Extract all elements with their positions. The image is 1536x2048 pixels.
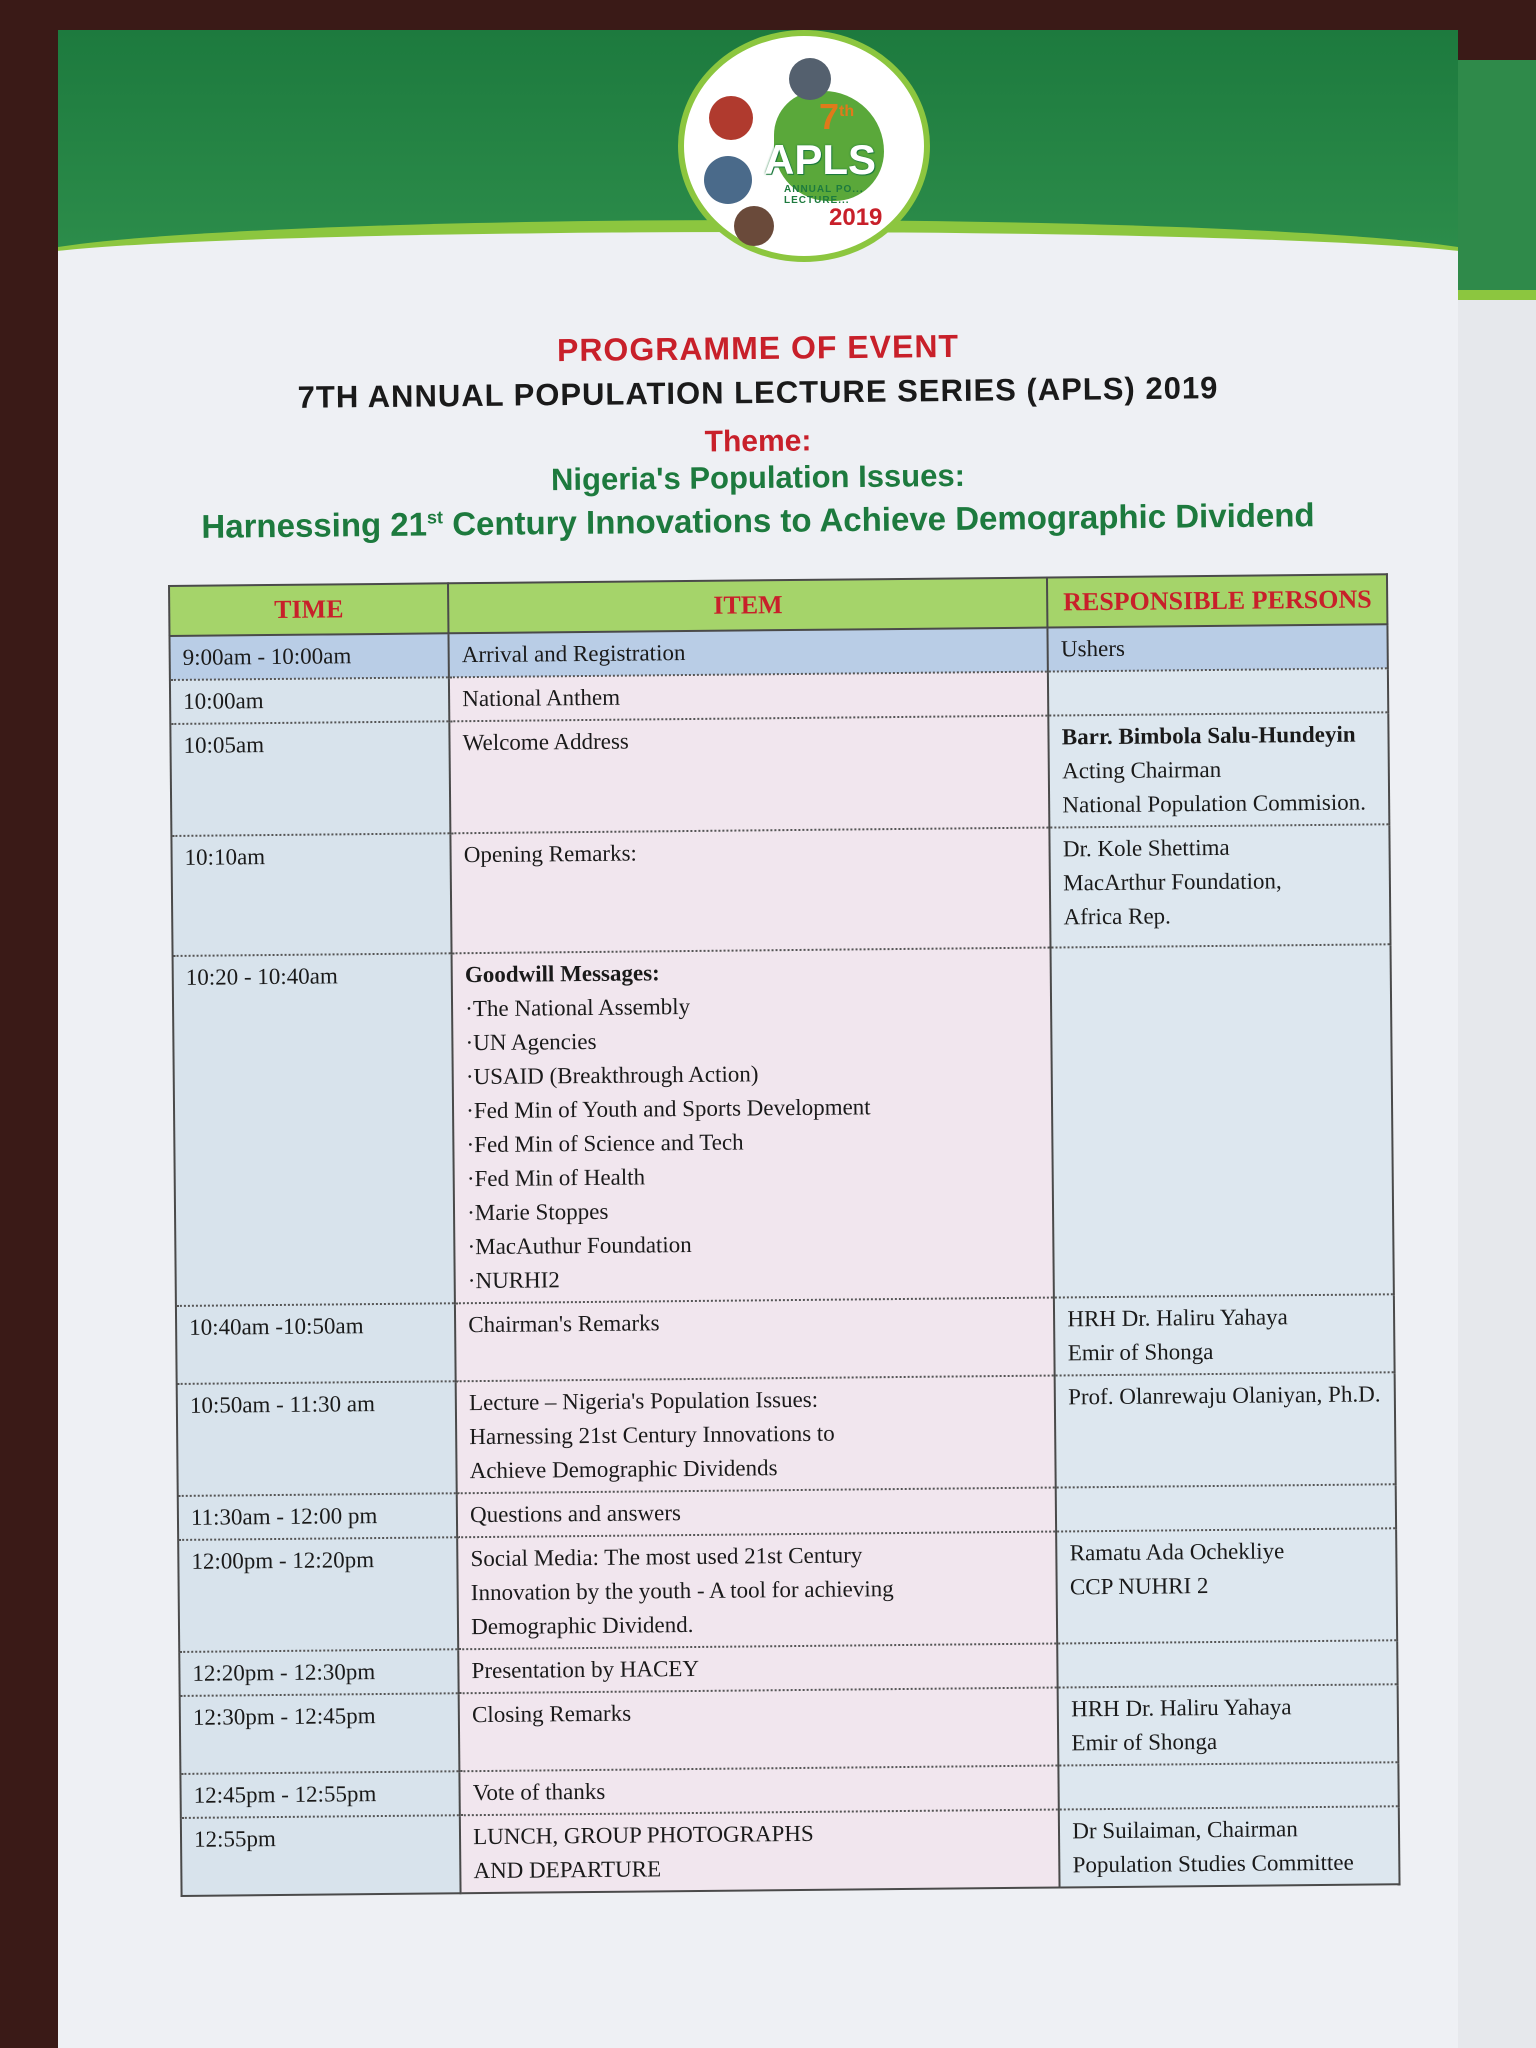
item-cell [457, 1532, 1057, 1650]
item-column-header: ITEM [448, 578, 1048, 634]
time-cell: 10:50am - 11:30 am [177, 1381, 457, 1496]
responsible-cell [1048, 668, 1388, 715]
programme-page [58, 30, 1458, 2048]
responsible-line: Emir of Shonga [1071, 1728, 1218, 1756]
list-item: ·MacAuthur Foundation [467, 1232, 692, 1260]
responsible-line: Acting Chairman [1062, 756, 1222, 784]
programme-table [168, 573, 1401, 1897]
item-cell: National Anthem [449, 672, 1049, 722]
item-line: Achieve Demographic Dividends [469, 1455, 778, 1484]
theme-line-1: Nigeria's Population Issues: [550, 457, 966, 498]
item-line: Lecture – Nigeria's Population Issues: [468, 1386, 819, 1416]
table-row [170, 712, 1389, 836]
table-row [176, 1294, 1395, 1384]
list-item: ·UN Agencies [465, 1028, 597, 1056]
table-row [178, 1528, 1397, 1652]
facing-page [1450, 60, 1536, 2048]
list-item: ·USAID (Breakthrough Action) [465, 1061, 759, 1090]
list-item: ·NURHI2 [467, 1267, 560, 1294]
responsible-name: HRH Dr. Haliru Yahaya [1071, 1694, 1292, 1722]
time-cell: 12:00pm - 12:20pm [178, 1537, 458, 1652]
responsible-cell [1050, 824, 1391, 947]
time-cell: 12:30pm - 12:45pm [180, 1693, 460, 1774]
logo-photo [709, 96, 753, 140]
table-row [173, 944, 1394, 1306]
time-cell: 12:45pm - 12:55pm [180, 1771, 460, 1818]
list-item: ·Fed Min of Science and Tech [466, 1129, 744, 1158]
list-item: ·The National Assembly [465, 994, 691, 1022]
responsible-line: Africa Rep. [1063, 903, 1171, 930]
time-cell: 10:05am [170, 721, 450, 836]
item-cell: Presentation by HACEY [458, 1644, 1058, 1694]
time-cell: 10:00am [170, 677, 450, 724]
logo-photo [704, 156, 752, 204]
responsible-name: Ramatu Ada Ochekliye [1069, 1538, 1285, 1566]
item-cell [452, 948, 1055, 1304]
responsible-cell [1051, 944, 1394, 1297]
item-line: Social Media: The most used 21st Century [470, 1542, 863, 1572]
theme-label: Theme: [704, 424, 812, 459]
responsible-line: MacArthur Foundation, [1063, 868, 1282, 896]
responsible-line: National Population Commision. [1062, 789, 1367, 818]
responsible-cell [1056, 1528, 1397, 1643]
time-column-header: TIME [169, 583, 449, 636]
time-cell: 11:30am - 12:00 pm [178, 1493, 458, 1540]
responsible-line: CCP NUHRI 2 [1069, 1573, 1209, 1600]
responsible-cell [1058, 1684, 1398, 1765]
responsible-cell: Prof. Olanrewaju Olaniyan, Ph.D. [1055, 1372, 1396, 1487]
logo-photo [789, 58, 831, 100]
item-cell [460, 1810, 1060, 1894]
table-row [177, 1372, 1396, 1496]
item-line: Harnessing 21st Century Innovations to [469, 1420, 835, 1450]
logo-number: 7th [819, 96, 855, 137]
logo-acronym: APLS [764, 136, 877, 183]
table-row [181, 1806, 1400, 1896]
responsible-name: Barr. Bimbola Salu-Hundeyin [1061, 721, 1356, 750]
table-row [171, 824, 1390, 956]
time-cell: 10:20 - 10:40am [173, 953, 456, 1306]
responsible-cell [1049, 712, 1390, 827]
item-cell: Opening Remarks: [451, 828, 1051, 954]
item-cell: Arrival and Registration [449, 628, 1049, 678]
responsible-cell [1054, 1294, 1394, 1375]
logo-subtitle: ANNUAL PO... LECTURE... [784, 184, 864, 206]
item-line: AND DEPARTURE [473, 1856, 662, 1884]
responsible-name: Dr. Kole Shettima [1062, 834, 1230, 862]
responsible-cell [1059, 1806, 1399, 1887]
item-line: Innovation by the youth - A tool for achieving [470, 1576, 894, 1606]
responsible-cell: Ushers [1048, 624, 1388, 671]
table-row [180, 1684, 1399, 1774]
list-item: ·Marie Stoppes [467, 1198, 609, 1226]
time-cell: 12:20pm - 12:30pm [179, 1649, 459, 1696]
responsible-column-header: RESPONSIBLE PERSONS [1047, 574, 1387, 627]
responsible-name: Dr Suilaiman, Chairman [1072, 1816, 1298, 1844]
responsible-cell [1059, 1762, 1399, 1809]
item-cell: Closing Remarks [459, 1688, 1059, 1772]
list-item: ·Fed Min of Youth and Sports Development [466, 1094, 871, 1124]
programme-title: PROGRAMME OF EVENT [556, 327, 960, 369]
item-cell [456, 1376, 1056, 1494]
item-line: LUNCH, GROUP PHOTOGRAPHS [473, 1820, 814, 1850]
responsible-line: Population Studies Committee [1072, 1849, 1354, 1878]
logo-year: 2019 [829, 204, 883, 231]
theme-line-2: Harnessing 21st Century Innovations to Achieve Demographic Dividend [201, 496, 1315, 545]
item-line: Demographic Dividend. [471, 1612, 694, 1640]
responsible-name: HRH Dr. Haliru Yahaya [1067, 1304, 1288, 1332]
item-cell: Questions and answers [457, 1488, 1057, 1538]
time-cell: 9:00am - 10:00am [169, 633, 449, 680]
responsible-cell [1058, 1640, 1398, 1687]
event-title: 7TH ANNUAL POPULATION LECTURE SERIES (APLS) 2019 [297, 370, 1219, 415]
time-cell: 10:10am [171, 833, 451, 956]
responsible-cell [1056, 1484, 1396, 1531]
facing-page-stripe [1450, 290, 1536, 300]
item-cell: Chairman's Remarks [455, 1298, 1055, 1382]
responsible-line: Emir of Shonga [1067, 1339, 1214, 1366]
list-item: ·Fed Min of Health [466, 1164, 646, 1192]
logo-photo [734, 206, 774, 246]
goodwill-title: Goodwill Messages: [464, 960, 660, 988]
time-cell: 12:55pm [181, 1815, 461, 1896]
apls-logo [678, 30, 930, 262]
facing-page-header-band [1450, 60, 1536, 290]
time-cell: 10:40am -10:50am [176, 1303, 456, 1384]
item-cell: Welcome Address [449, 716, 1049, 834]
item-cell: Vote of thanks [460, 1766, 1060, 1816]
